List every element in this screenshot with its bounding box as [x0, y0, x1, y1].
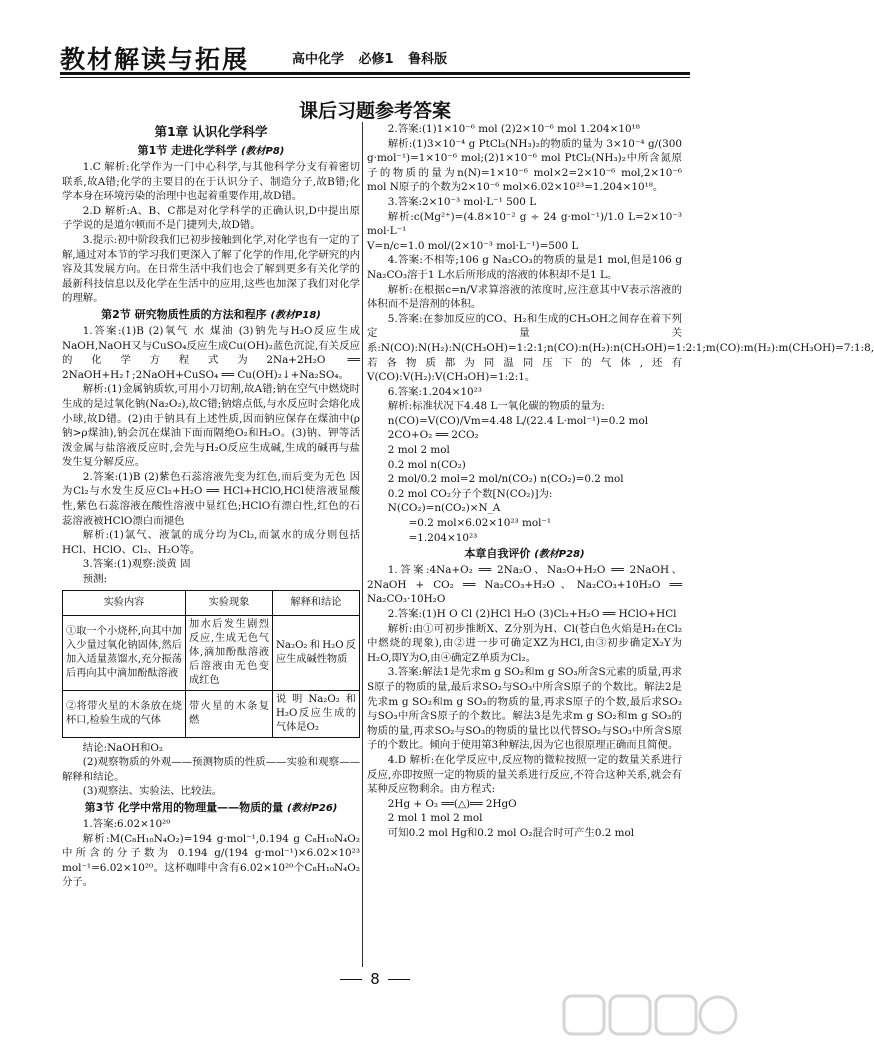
answer-paragraph: 预测: [82, 573, 108, 586]
answer-paragraph: 解析:(1)氯气、液氯的成分均为Cl₂,而氯水的成分则包括HCl、HClO、Cl₂、H₂O等。 [62, 529, 360, 556]
page-title: 课后习题参考答案 [298, 100, 451, 122]
answer-paragraph: (3)观察法、实验法、比较法。 [82, 785, 223, 798]
book-title: 教材解读与拓展 [60, 45, 250, 74]
answer-paragraph: 6.答案:1.204×10²³ [387, 385, 482, 398]
answer-paragraph: V=n/c=1.0 mol/(2×10⁻³ mol·L⁻¹)=500 L [367, 239, 579, 252]
chapter-heading: 第1章 认识化学科学 [154, 124, 268, 139]
header-rule-thick [60, 72, 690, 75]
answer-paragraph: 1.答案:6.02×10²⁰ [82, 818, 171, 830]
table-cell: 带火星的木条复燃 [186, 690, 273, 737]
answer-paragraph: 1.C 解析:化学作为一门中心科学,与其他科学分支有着密切联系,故A错;化学的主要目的在于认识分子、制造分子,故B错;化学本身在环境污染的治理中也起着重要作用,故D错。 [62, 161, 360, 203]
page-header [60, 40, 690, 74]
answer-paragraph: 2Hg + O₂ ══(△)══ 2HgO [387, 797, 517, 810]
textbook-page-ref: (教材P18) [270, 309, 321, 321]
section-title: 第1节 走进化学科学 [137, 144, 238, 157]
footer-dash-right [388, 979, 410, 980]
footer-dash-left [340, 979, 362, 980]
textbook-page-ref: (教材P8) [240, 146, 285, 157]
table-header-cell: 实验现象 [186, 590, 273, 615]
page-footer [0, 970, 750, 988]
textbook-page-ref: (教材P28) [534, 549, 585, 561]
left-column [62, 122, 360, 890]
page-number: 8 [370, 970, 380, 988]
answer-paragraph: 2CO+O₂ ══ 2CO₂ [387, 429, 479, 442]
section-heading [62, 306, 360, 324]
section-heading [62, 142, 360, 160]
answer-paragraph: 0.2 mol CO₂分子个数[N(CO₂)]为: [387, 487, 553, 500]
answer-paragraph: 2.D 解析:A、B、C都是对化学科学的正确认识,D中提出原子学说的是道尔顿而不是门捷列夫,故D错。 [62, 204, 360, 232]
answer-paragraph: 4.答案:不相等;106 g Na₂CO₃的物质的量是1 mol,但是106 g Na₂CO₃溶于1 L水后所形成的溶液的体积却不是1 L。 [367, 254, 682, 281]
table-cell: Na₂O₂和H₂O反应生成碱性物质 [273, 615, 360, 690]
table-cell: 加水后发生剧烈反应,生成无色气体,滴加酚酞溶液后溶液由无色变成红色 [186, 615, 273, 690]
section-title: 第3节 化学中常用的物理量——物质的量 [84, 801, 284, 814]
answer-paragraph: 3.答案:解法1是先求m g SO₂和m g SO₃所含S元素的质量,再求S原子的物质的量,最后求SO₂与SO₃中所含S原子的个数比。解法2是先求m g SO₂和m g SO₃的物质的量,再求S原子的个数,最后求SO₂与SO₃中所含S原子的个数比。解法3是先求m g SO₂和m g SO₃的物质的量,再求SO₂与SO₃的物质的量比以代替SO₂与SO₃中所含S原子的个数比。倾向于使用第3种解法,因为它也很原理正确而且简便。 [367, 666, 682, 752]
answer-paragraph: 0.2 mol n(CO₂) [387, 458, 466, 471]
right-column [367, 122, 874, 841]
textbook-page-ref: (教材P26) [286, 803, 338, 814]
answer-paragraph: 2.答案:(1)B (2)紫色石蕊溶液先变为红色,而后变为无色 因为Cl₂与水发生反应Cl₂+H₂O ══ HCl+HClO,HCl使溶液显酸性,紫色石蕊溶液在酸性溶液中显红色;HClO有漂白性,红色的石蕊溶液被HClO漂白而褪色 [62, 470, 360, 527]
answer-paragraph: 可知0.2 mol Hg和0.2 mol O₂混合时可产生0.2 mol [387, 826, 635, 839]
answer-paragraph: n(CO)=V(CO)/Vm=4.48 L/(22.4 L·mol⁻¹)=0.2 mol [387, 414, 649, 427]
answer-paragraph: 结论:NaOH和O₂ [82, 741, 164, 754]
answer-paragraph: 1.答案:(1)B (2)氧气 水 煤油 (3)钠先与H₂O反应生成NaOH,NaOH又与CuSO₄反应生成Cu(OH)₂蓝色沉淀,有关反应的化学方程式为2Na+2H₂O ══ 2NaOH+H₂↑;2NaOH+CuSO₄ ══ Cu(OH)₂↓+Na₂SO₄。 [62, 324, 360, 381]
experiment-table [62, 590, 360, 738]
answer-paragraph: 2.答案:(1)1×10⁻⁶ mol (2)2×10⁻⁶ mol 1.204×10¹⁸ [387, 123, 640, 135]
answer-paragraph: 2 mol 1 mol 2 mol [387, 812, 483, 825]
section-heading [367, 545, 682, 563]
book-subtitle: 高中化学 必修1 鲁科版 [292, 52, 448, 67]
answer-paragraph: 3.答案:2×10⁻³ mol·L⁻¹ 500 L [387, 195, 537, 208]
answer-paragraph: =1.204×10²³ [408, 531, 478, 544]
answer-paragraph: 2 mol 2 mol [387, 444, 450, 457]
header-rule-thin [60, 77, 690, 78]
table-cell: ①取一个小烧杯,向其中加入少量过氧化钠固体,然后加入适量蒸馏水,充分振荡后再向其中滴加酚酞溶液 [63, 615, 186, 690]
table-header-row [63, 590, 360, 615]
answer-paragraph: N(CO₂)=n(CO₂)×N_A [387, 502, 501, 515]
answer-paragraph: 2.答案:(1)H O Cl (2)HCl H₂O (3)Cl₂+H₂O ══ HClO+HCl [387, 608, 677, 620]
answer-paragraph: 解析:c(Mg²⁺)=(4.8×10⁻² g ÷ 24 g·mol⁻¹)/1.0 L=2×10⁻³ mol·L⁻¹ [367, 210, 682, 238]
answer-paragraph: 解析:在根据c=n/V求算溶液的浓度时,应注意其中V表示溶液的体积而不是溶剂的体积。 [367, 283, 682, 311]
column-divider [362, 122, 363, 967]
watermark-logo [560, 990, 740, 1040]
table-cell: ②将带火星的木条放在烧杯口,检验生成的气体 [63, 690, 186, 737]
answer-paragraph: 解析:M(C₈H₁₀N₄O₂)=194 g·mol⁻¹,0.194 g C₈H₁₀N₄O₂中所含的分子数为 0.194 g/(194 g·mol⁻¹)×6.02×10²³ mol⁻¹=6.02×10²⁰。这杯咖啡中含有6.02×10²⁰个C₈H₁₀N₄O₂分子。 [62, 832, 360, 889]
table-header-cell: 实验内容 [63, 590, 186, 615]
answer-paragraph: 3.提示:初中阶段我们已初步接触到化学,对化学也有一定的了解,通过对本节的学习我们更深入了解了化学的作用,化学研究的内容及其发展方向。在日常生活中我们也会了解到更多有关化学的最新科技信息以及化学在生活中的应用,这些也加深了我们对化学的理解。 [62, 233, 360, 305]
section-title: 第2节 研究物质性质的方法和程序 [101, 307, 267, 321]
answer-paragraph: 解析:(1)3×10⁻⁴ g PtCl₂(NH₃)₂的物质的量为 3×10⁻⁴ g/(300 g·mol⁻¹)=1×10⁻⁶ mol;(2)1×10⁻⁶ mol PtCl₂(NH₃)₂中所含氮原子的物质的量为n(N)=1×10⁻⁶ mol×2=2×10⁻⁶ mol,2×10⁻⁶ mol N原子的个数为2×10⁻⁶ mol×6.02×10²³=1.204×10¹⁸。 [367, 137, 682, 194]
table-header-cell: 解释和结论 [273, 590, 360, 615]
table-row [63, 615, 360, 690]
answer-paragraph: 2 mol/0.2 mol=2 mol/n(CO₂) n(CO₂)=0.2 mol [387, 473, 624, 486]
answer-paragraph: 5.答案:在参加反应的CO、H₂和生成的CH₃OH之间存在着下列定量关系:N(CO):N(H₂):N(CH₃OH)=1:2:1;n(CO):n(H₂):n(CH₃OH)=1:2:1;m(CO):m(H₂):m(CH₃OH)=7:1:8,若各物质都为同温同压下的气体,还有V(CO):V(H₂):V(CH₃OH)=1:2:1。 [367, 312, 874, 384]
answer-paragraph: 1.答案:4Na+O₂ ══ 2Na₂O、Na₂O+H₂O ══ 2NaOH、2NaOH + CO₂ ══ Na₂CO₃+H₂O、Na₂CO₃+10H₂O ══ Na₂CO₃·10H₂O [367, 564, 682, 606]
answer-paragraph: 4.D 解析:在化学反应中,反应物的微粒按照一定的数量关系进行反应,亦即按照一定的物质的量关系进行反应,不符合这种关系,就会有某种反应物剩余。由方程式: [367, 753, 682, 796]
table-cell: 说明Na₂O₂和H₂O反应生成的气体是O₂ [273, 690, 360, 737]
answer-paragraph: 解析:由①可初步推断X、Z分别为H、Cl(苍白色火焰是H₂在Cl₂中燃烧的现象),由②进一步可确定XZ为HCl,由③初步确定X₂Y为H₂O,即Y为O,由④确定Z单质为Cl₂。 [367, 622, 682, 664]
answer-paragraph: (2)观察物质的外观——预测物质的性质——实验和观察——解释和结论。 [62, 756, 360, 783]
answer-paragraph: 3.答案:(1)观察:淡黄 固 [82, 558, 191, 571]
section-title: 本章自我评价 [464, 547, 531, 561]
answer-paragraph: =0.2 mol×6.02×10²³ mol⁻¹ [408, 517, 552, 530]
answer-paragraph: 解析:(1)金属钠质软,可用小刀切割,故A错;钠在空气中燃烧时生成的是过氧化钠(Na₂O₂),故C错;钠熔点低,与水反应时会熔化成小球,故D错。(2)由于钠具有上述性质,因而钠应保存在煤油中(ρ钠>ρ煤油),钠会沉在煤油下面而隔绝O₂和H₂O。(3)钠、钾等活泼金属与盐溶液反应时,会先与H₂O反应生成碱,生成的碱再与盐发生复分解反应。 [62, 383, 360, 469]
section-heading [62, 799, 360, 817]
answer-paragraph: 解析:标准状况下4.48 L一氧化碳的物质的量为: [387, 400, 605, 413]
table-row [63, 690, 360, 737]
